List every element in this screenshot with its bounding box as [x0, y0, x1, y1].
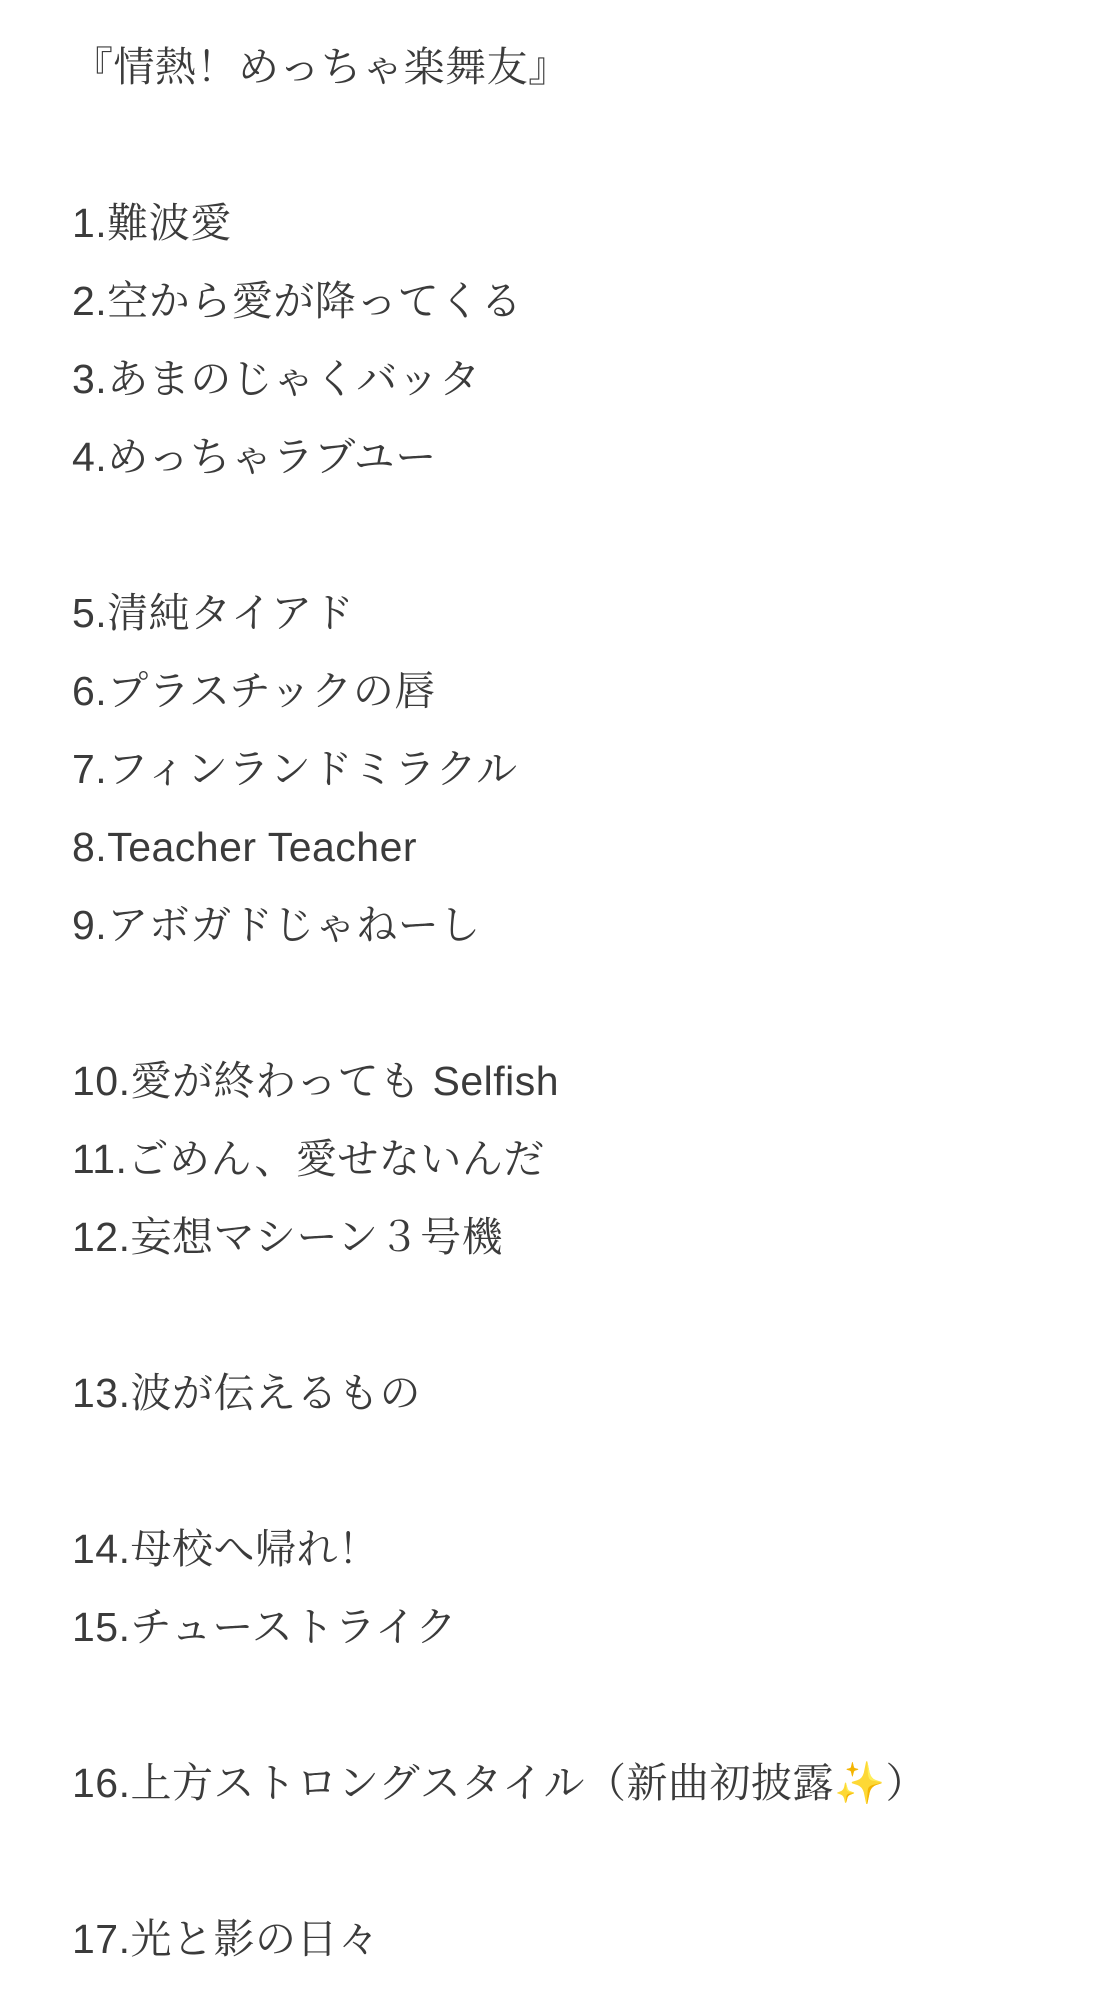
- list-item: 10.愛が終わっても Selfish: [72, 1058, 560, 1104]
- list-item: 11.ごめん、愛せないんだ: [72, 1136, 545, 1182]
- song-group-5: [72, 1510, 1055, 1666]
- list-item: 1.難波愛: [72, 200, 232, 246]
- list-item: 16.上方ストロングスタイル（新曲初披露✨）: [72, 1760, 927, 1806]
- list-item: 8.Teacher Teacher: [72, 824, 418, 870]
- list-item: 9.アボガドじゃねーし: [72, 902, 481, 948]
- list-item: 14.母校へ帰れ！: [72, 1526, 380, 1572]
- block-spacer: [72, 1822, 1055, 1900]
- list-item: 5.清純タイアド: [72, 590, 355, 636]
- block-spacer: [72, 496, 1055, 574]
- list-item: 17.光と影の日々: [72, 1916, 380, 1962]
- song-group-6: [72, 1744, 1055, 1822]
- block-spacer: [72, 1432, 1055, 1510]
- song-group-4: [72, 1354, 1055, 1432]
- block-spacer: [72, 1666, 1055, 1744]
- list-item: 13.波が伝えるもの: [72, 1370, 421, 1416]
- list-item: 4.めっちゃラブユー: [72, 434, 437, 480]
- list-item: 2.空から愛が降ってくる: [72, 278, 523, 324]
- song-group-1: [72, 184, 1055, 496]
- song-group-2: [72, 574, 1055, 964]
- song-group-7: [72, 1900, 1055, 1978]
- list-item: 3.あまのじゃくバッタ: [72, 356, 481, 402]
- list-item: 12.妄想マシーン３号機: [72, 1214, 504, 1260]
- block-spacer: [72, 964, 1055, 1042]
- block-spacer: [72, 106, 1055, 184]
- list-item: 6.プラスチックの唇: [72, 668, 436, 714]
- song-group-3: [72, 1042, 1055, 1276]
- list-item: 7.フィンランドミラクル: [72, 746, 518, 792]
- page-title: 『情熱！めっちゃ楽舞友』: [72, 44, 570, 90]
- list-item: 15.チューストライク: [72, 1604, 458, 1650]
- block-spacer: [72, 1276, 1055, 1354]
